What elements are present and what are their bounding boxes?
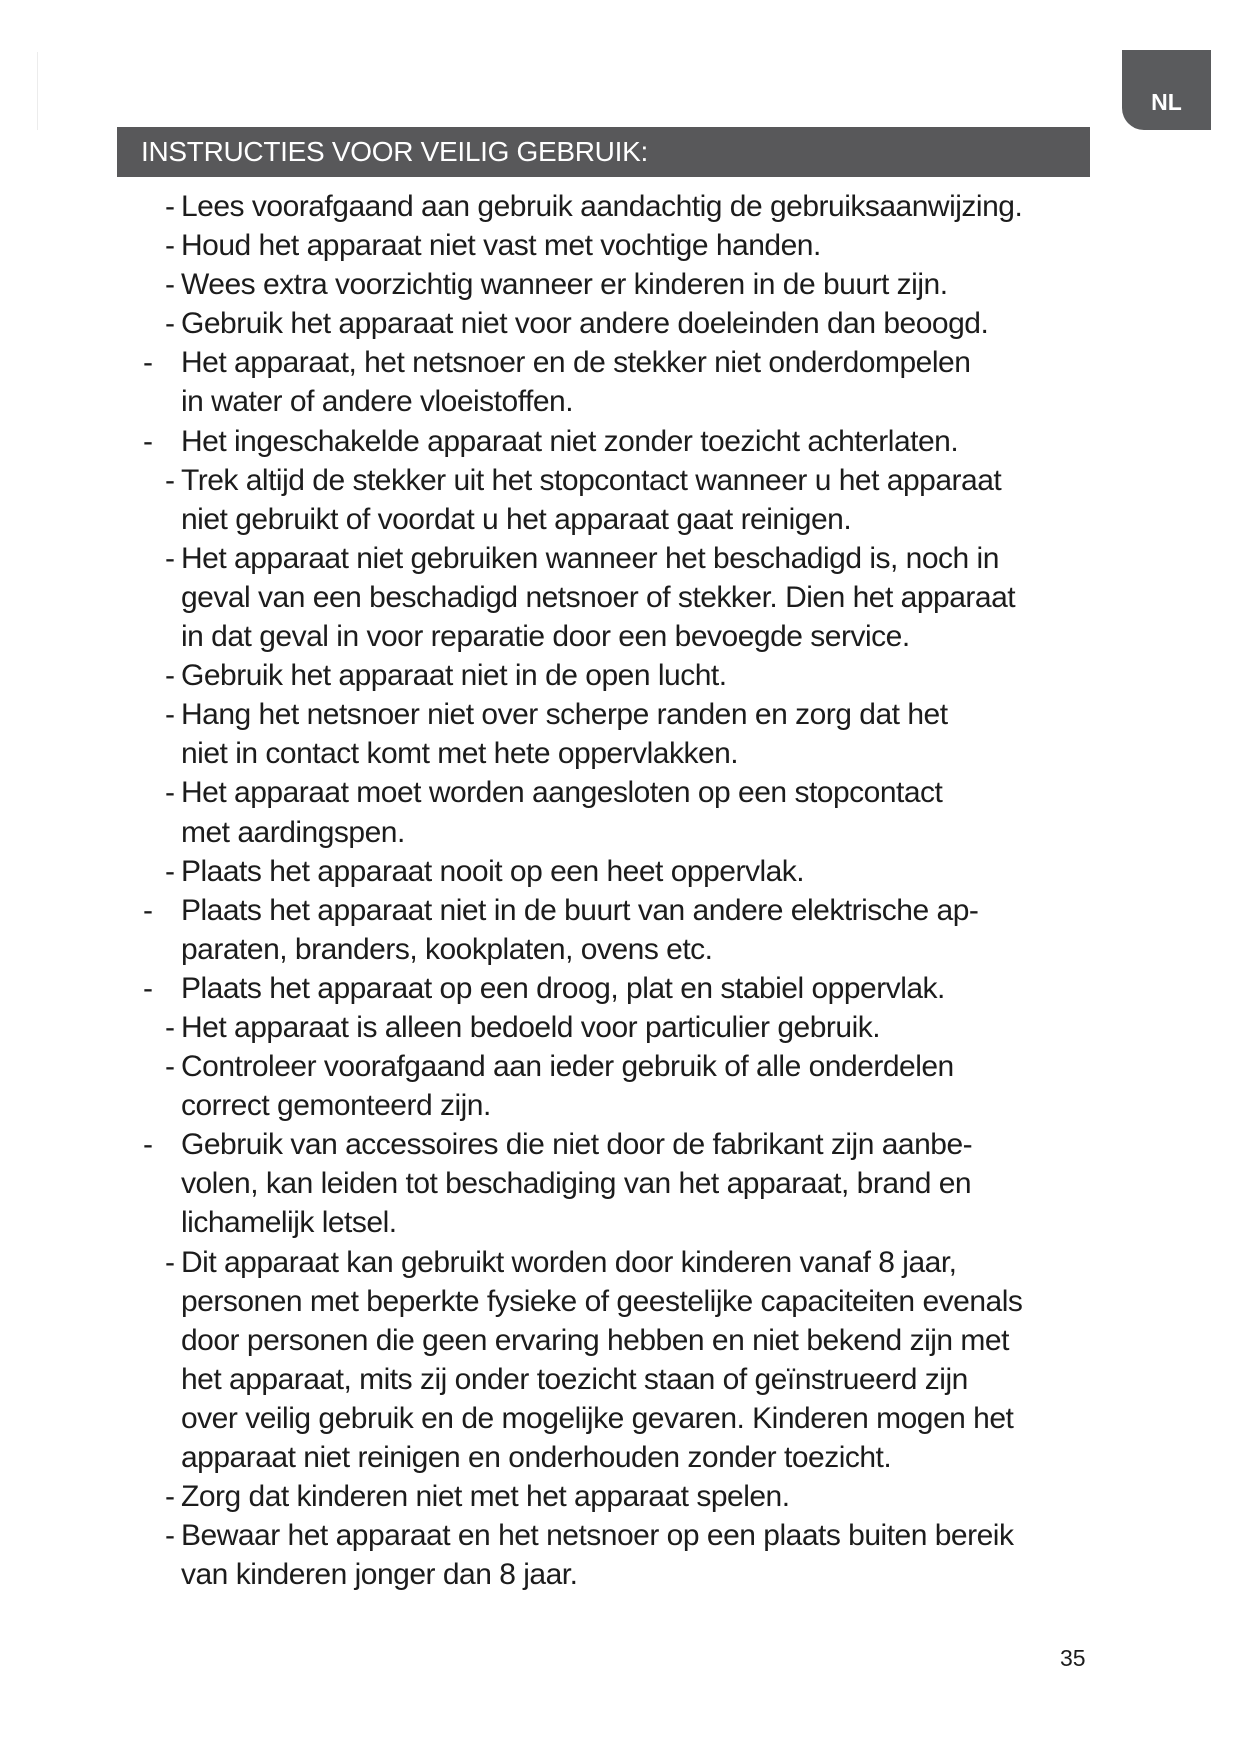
list-dash: - — [143, 1128, 153, 1162]
instruction-text-line: Dit apparaat kan gebruikt worden door kinderen vanaf 8 jaar, — [181, 1245, 957, 1279]
instruction-text-line: Het ingeschakelde apparaat niet zonder toezicht achterlaten. — [181, 424, 959, 458]
instruction-item — [143, 1008, 1123, 1047]
instruction-item — [143, 891, 1123, 969]
instruction-text-line: lichamelijk letsel. — [181, 1206, 397, 1240]
instruction-text-line: het apparaat, mits zij onder toezicht staan of geïnstrueerd zijn — [181, 1362, 968, 1396]
instruction-text-line: Het apparaat is alleen bedoeld voor particulier gebruik. — [181, 1010, 881, 1044]
instruction-text-line: Gebruik van accessoires die niet door de fabrikant zijn aanbe- — [181, 1128, 973, 1162]
list-dash: - — [165, 659, 175, 693]
section-header: INSTRUCTIES VOOR VEILIG GEBRUIK: — [117, 127, 1090, 177]
list-dash: - — [165, 190, 175, 223]
instruction-item — [143, 226, 1123, 265]
instruction-text-line: Het apparaat moet worden aangesloten op een stopcontact — [181, 776, 943, 810]
list-dash: - — [165, 1480, 175, 1514]
list-dash: - — [165, 1050, 175, 1084]
instruction-text-line: Het apparaat, het netsnoer en de stekker niet onderdompelen — [181, 346, 971, 380]
list-dash: - — [165, 307, 175, 341]
list-dash: - — [143, 893, 153, 927]
instruction-text-line: Zorg dat kinderen niet met het apparaat spelen. — [181, 1480, 790, 1514]
instruction-item — [143, 1125, 1123, 1242]
list-dash: - — [165, 268, 175, 302]
instruction-list — [143, 187, 1123, 1594]
instruction-text-line: in water of andere vloeistoffen. — [181, 385, 574, 419]
instruction-text-line: Plaats het apparaat op een droog, plat en stabiel oppervlak. — [181, 971, 945, 1005]
list-dash: - — [165, 541, 175, 575]
page-number: 35 — [1060, 1645, 1086, 1671]
list-dash: - — [165, 463, 175, 497]
instruction-text-line: Gebruik het apparaat niet voor andere doeleinden dan beoogd. — [181, 307, 989, 341]
list-dash: - — [143, 424, 153, 458]
instruction-text-line: Bewaar het apparaat en het netsnoer op een plaats buiten bereik — [181, 1519, 1014, 1553]
instruction-text-line: Plaats het apparaat niet in de buurt van andere elektrische ap- — [181, 893, 979, 927]
list-dash: - — [165, 229, 175, 263]
list-dash: - — [165, 698, 175, 732]
instruction-text-line: Plaats het apparaat nooit op een heet oppervlak. — [181, 854, 805, 888]
instruction-item — [143, 187, 1123, 226]
instruction-text-line: personen met beperkte fysieke of geestelijke capaciteiten evenals — [181, 1284, 1023, 1318]
instruction-text-line: paraten, branders, kookplaten, ovens etc. — [181, 932, 713, 966]
instruction-item — [143, 1477, 1123, 1516]
instruction-text-line: in dat geval in voor reparatie door een bevoegde service. — [181, 620, 910, 654]
page-edge-mark — [37, 52, 38, 130]
instruction-item — [143, 1047, 1123, 1125]
list-dash: - — [165, 1010, 175, 1044]
instruction-item — [143, 656, 1123, 695]
instruction-item — [143, 304, 1123, 343]
instruction-item — [143, 422, 1123, 461]
instruction-text-line: Trek altijd de stekker uit het stopcontact wanneer u het apparaat — [181, 463, 1002, 497]
list-dash: - — [143, 971, 153, 1005]
instruction-text-line: met aardingspen. — [181, 815, 405, 849]
instruction-text-line: van kinderen jonger dan 8 jaar. — [181, 1558, 578, 1592]
language-tab: NL — [1122, 50, 1211, 130]
instruction-text-line: Gebruik het apparaat niet in de open lucht. — [181, 659, 727, 693]
instruction-text-line: Houd het apparaat niet vast met vochtige handen. — [181, 229, 821, 263]
instruction-item — [143, 343, 1123, 421]
list-dash: - — [165, 1245, 175, 1279]
instruction-item — [143, 461, 1123, 539]
instruction-text-line: Hang het netsnoer niet over scherpe randen en zorg dat het — [181, 698, 948, 732]
instruction-item — [143, 969, 1123, 1008]
list-dash: - — [143, 346, 153, 380]
instruction-item — [143, 1516, 1123, 1594]
instruction-text-line: over veilig gebruik en de mogelijke gevaren. Kinderen mogen het — [181, 1401, 1014, 1435]
instruction-text-line: Wees extra voorzichtig wanneer er kinderen in de buurt zijn. — [181, 268, 948, 302]
instruction-item — [143, 265, 1123, 304]
instruction-item — [143, 773, 1123, 851]
instruction-text-line: door personen die geen ervaring hebben en niet bekend zijn met — [181, 1323, 1009, 1357]
instruction-item — [143, 852, 1123, 891]
instruction-item — [143, 1243, 1123, 1478]
instruction-text-line: niet in contact komt met hete oppervlakken. — [181, 737, 739, 771]
list-dash: - — [165, 776, 175, 810]
instruction-text-line: Lees voorafgaand aan gebruik aandachtig de gebruiksaanwijzing. — [181, 190, 1023, 223]
list-dash: - — [165, 1519, 175, 1553]
instruction-text-line: Het apparaat niet gebruiken wanneer het beschadigd is, noch in — [181, 541, 999, 575]
instruction-text-line: geval van een beschadigd netsnoer of stekker. Dien het apparaat — [181, 580, 1016, 614]
instruction-text-line: volen, kan leiden tot beschadiging van het apparaat, brand en — [181, 1167, 972, 1201]
instruction-item — [143, 539, 1123, 656]
instruction-text-line: Controleer voorafgaand aan ieder gebruik of alle onderdelen — [181, 1050, 954, 1084]
list-dash: - — [165, 854, 175, 888]
instruction-text-line: correct gemonteerd zijn. — [181, 1089, 491, 1123]
instruction-item — [143, 695, 1123, 773]
instruction-text-line: apparaat niet reinigen en onderhouden zonder toezicht. — [181, 1441, 892, 1474]
instruction-text-line: niet gebruikt of voordat u het apparaat gaat reinigen. — [181, 502, 852, 536]
